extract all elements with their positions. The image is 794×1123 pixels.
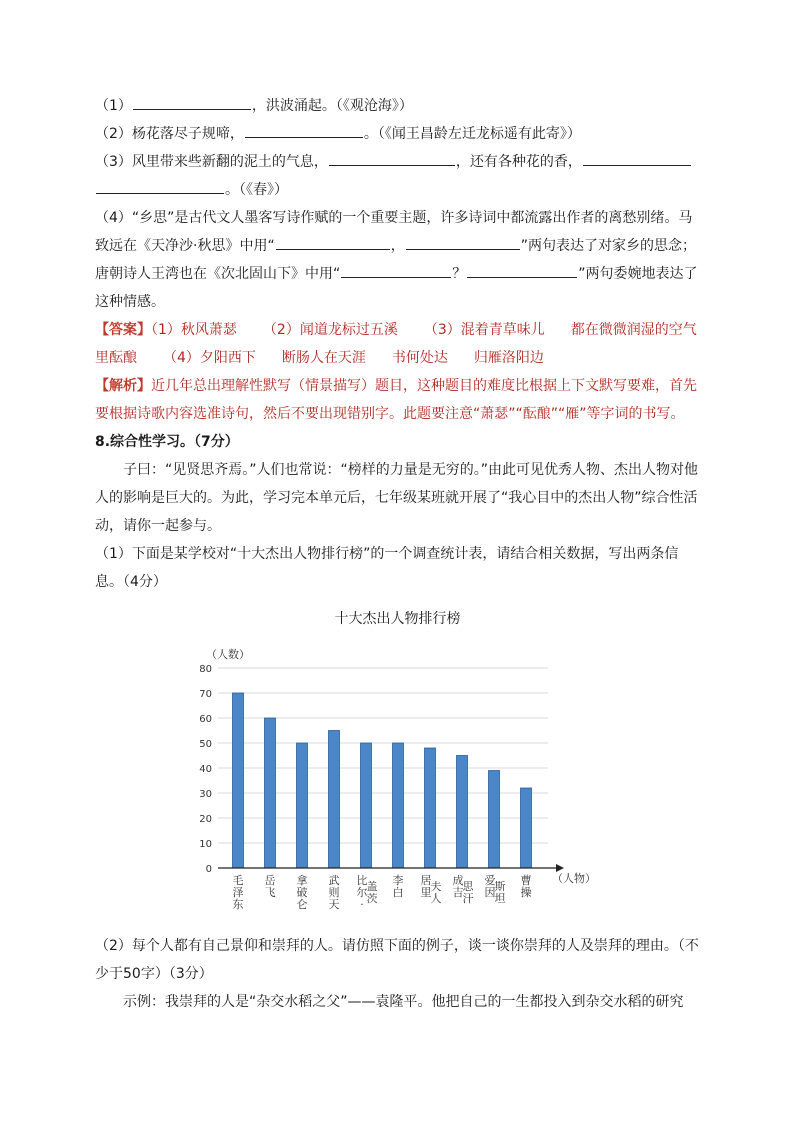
y-tick-label: 80: [199, 664, 212, 675]
x-axis-label: （人物）: [552, 872, 596, 885]
x-tick-label: 成吉: [452, 874, 464, 899]
answer-blank[interactable]: [467, 261, 577, 278]
question-8-heading: 8.综合性学习。（7分）: [95, 434, 239, 450]
bar: [425, 748, 436, 868]
y-tick-label: 0: [205, 864, 212, 875]
answer-block: [95, 316, 700, 372]
y-tick-label: 30: [199, 789, 212, 800]
q1-4-question-mark: ？: [452, 266, 467, 282]
bar: [265, 718, 276, 868]
q1-2-source: 。（《闻王昌龄左迁龙标遥有此寄》）: [363, 126, 581, 142]
question-8-example: 示例：我崇拜的人是“杂交水稻之父”——袁隆平。他把自己的一生都投入到杂交水稻的研究: [123, 994, 684, 1010]
y-tick-label: 40: [199, 764, 212, 775]
answer-blank[interactable]: [276, 233, 390, 250]
answer-item: 断肠人在天涯: [281, 350, 366, 366]
answer-item: （2）闻道龙标过五溪: [262, 322, 398, 338]
x-tick-label: 毛泽东: [232, 874, 244, 911]
bar-chart: [185, 648, 605, 928]
answer-blank[interactable]: [583, 149, 691, 166]
q1-line-3: [95, 148, 700, 176]
bar: [233, 693, 244, 868]
question-8-intro: 子曰：“见贤思齐焉。”人们也常说：“榜样的力量是无穷的。”由此可见优秀人物、杰出人物对他人的影响是巨大的。为此，学习完本单元后，七年级某班就开展了“我心目中的杰出人物”综合性活动，请你一起参与。: [95, 462, 699, 534]
question-8-sub2: （2）每个人都有自己景仰和崇拜的人。请仿照下面的例子，谈一谈你崇拜的人及崇拜的理由。（不少于50字）（3分）: [95, 938, 699, 982]
bar: [393, 743, 404, 868]
q1-line-4: [95, 204, 700, 316]
chart-title: 十大杰出人物排行榜: [334, 611, 461, 627]
q1-line-2: [95, 120, 700, 148]
y-tick-label: 20: [199, 814, 212, 825]
answer-item: 书何处达: [391, 350, 448, 366]
y-tick-label: 60: [199, 714, 212, 725]
bar: [361, 743, 372, 868]
y-axis-label: （人数）: [206, 648, 250, 661]
x-tick-label: 盖茨: [366, 880, 378, 905]
x-tick-label: 爱因: [484, 874, 496, 899]
q1-4-text: （4）“乡思”是古代文人墨客写诗作赋的一个重要主题，许多诗词中都流露出作者的离愁别绪。马致远在《天净沙·秋思》中用“: [95, 210, 693, 254]
analysis-block: [95, 372, 700, 428]
document-page: [95, 92, 700, 630]
x-tick-label: 居里: [420, 874, 432, 899]
q1-4-comma: ，: [390, 238, 405, 254]
q1-3-text-b: ，还有各种花的香，: [455, 154, 582, 170]
x-tick-label: 思汗: [462, 880, 474, 905]
answer-blank[interactable]: [133, 93, 251, 110]
q1-line-1: [95, 92, 700, 120]
answer-item: 归雁洛阳边: [473, 350, 544, 366]
x-tick-label: 武则天: [328, 874, 340, 911]
answer-item: （1）秋风萧瑟: [151, 322, 237, 338]
q1-line-3b: [95, 176, 700, 204]
q1-3-text: （3）风里带来些新翻的泥土的气息，: [95, 154, 328, 170]
analysis-text: 近几年总出理解性默写（情景描写）题目，这种题目的难度比根据上下文默写要难，首先要根据诗歌内容选准诗句，然后不要出现错别字。此题要注意“萧瑟”“酝酿”“雁”等字词的书写。: [95, 378, 697, 422]
x-tick-label: 比尔·: [356, 874, 368, 911]
x-tick-label: 李白: [392, 874, 404, 899]
analysis-tag: 【解析】: [95, 378, 151, 394]
y-tick-label: 10: [199, 839, 212, 850]
answer-blank[interactable]: [245, 121, 363, 138]
x-axis-arrow-icon: [556, 864, 564, 872]
answer-item: （3）混着青草味儿: [423, 322, 545, 338]
answer-blank[interactable]: [96, 177, 224, 194]
q1-1-text: ，洪波涌起。（《观沧海》）: [251, 98, 413, 114]
y-tick-label: 70: [199, 689, 212, 700]
x-tick-label: 拿破仑: [296, 874, 308, 911]
question-8-sub1: （1）下面是某学校对“十大杰出人物排行榜”的一个调查统计表，请结合相关数据，写出两条信息。（4分）: [95, 546, 679, 590]
x-tick-label: 曹操: [520, 874, 532, 899]
q1-3-source: 。（《春》）: [225, 182, 288, 198]
document-page-lower: [95, 932, 700, 1016]
answer-blank[interactable]: [406, 233, 520, 250]
x-tick-label: 夫人: [430, 880, 442, 905]
answer-item: （4）夕阳西下: [163, 350, 256, 366]
q1-2-text: （2）杨花落尽子规啼，: [95, 126, 244, 142]
bar: [297, 743, 308, 868]
answer-item: 都在微微润湿的空气里酝酿: [95, 322, 697, 366]
q1-4-text-b: ”两句表达了对家乡的思念；唐朝诗人王湾也在《次北固山下》中用“: [95, 238, 696, 282]
answer-blank[interactable]: [341, 261, 451, 278]
x-tick-label: 斯坦: [494, 880, 506, 905]
bar: [457, 756, 468, 869]
answer-tag: 【答案】: [95, 322, 151, 338]
x-tick-label: 岳飞: [264, 874, 276, 899]
bar: [521, 788, 532, 868]
y-tick-label: 50: [199, 739, 212, 750]
bar: [329, 731, 340, 869]
q1-4-text-c: ”两句委婉地表达了这种情感。: [95, 266, 698, 310]
bar: [489, 771, 500, 869]
q1-1-label: （1）: [95, 98, 132, 114]
answer-blank[interactable]: [329, 149, 455, 166]
